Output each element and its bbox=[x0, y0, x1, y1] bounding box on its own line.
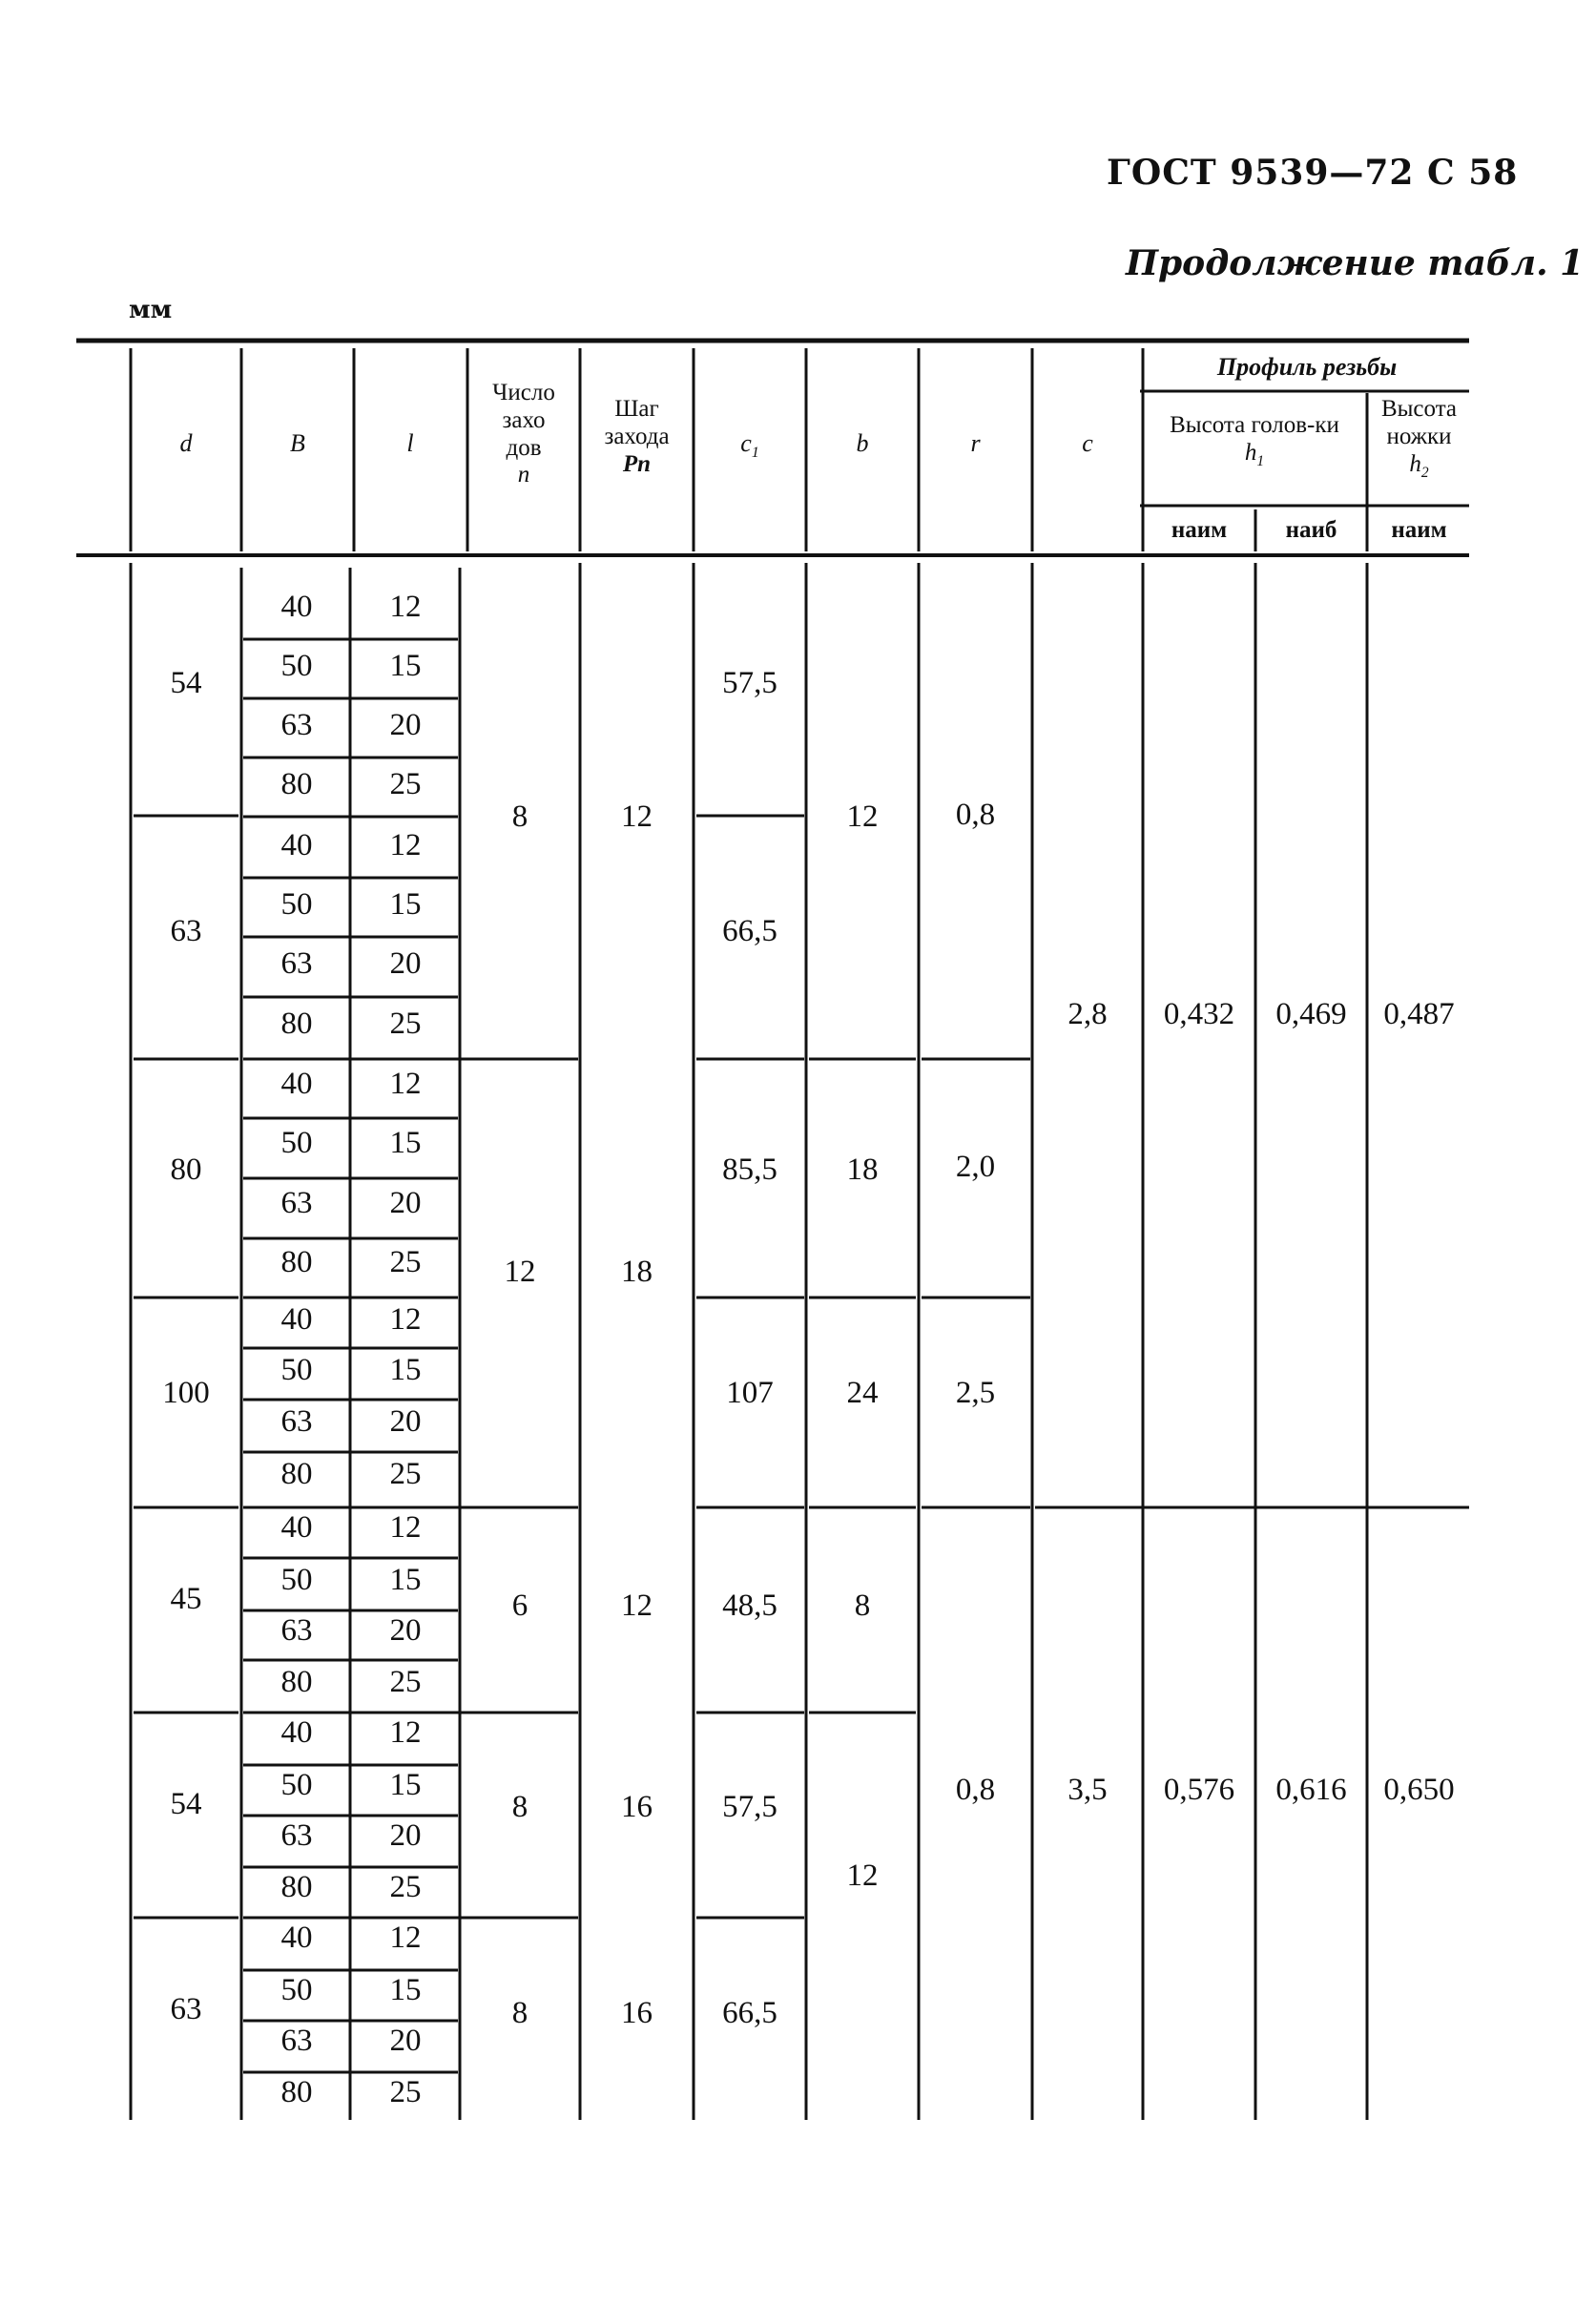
B-value: 80 bbox=[280, 2075, 313, 2109]
col-header-h1-label: Высота голов-ки bbox=[1170, 412, 1339, 438]
B-value: 40 bbox=[280, 1067, 313, 1101]
B-value: 40 bbox=[280, 828, 313, 862]
B-value: 80 bbox=[280, 767, 313, 801]
n-value: 12 bbox=[504, 1255, 536, 1289]
l-value: 25 bbox=[389, 2075, 422, 2109]
h1-min-value: 0,576 bbox=[1163, 1773, 1235, 1807]
d-value: 63 bbox=[170, 1992, 202, 2026]
col-header-n bbox=[470, 380, 577, 489]
l-value: 15 bbox=[389, 1563, 422, 1597]
col-header-h1 bbox=[1145, 412, 1364, 470]
B-value: 63 bbox=[280, 2024, 313, 2058]
h2-min-value: 0,650 bbox=[1383, 1773, 1455, 1807]
r-value: 0,8 bbox=[955, 798, 996, 832]
B-value: 63 bbox=[280, 946, 313, 981]
l-value: 12 bbox=[389, 1067, 422, 1101]
l-value: 25 bbox=[389, 1007, 422, 1041]
B-value: 50 bbox=[280, 887, 313, 922]
B-value: 50 bbox=[280, 1353, 313, 1387]
h1-max-value: 0,469 bbox=[1275, 997, 1347, 1031]
col-header-h2-index: 2 bbox=[1420, 464, 1429, 481]
col-header-c1-symbol: c bbox=[740, 429, 752, 457]
B-value: 50 bbox=[280, 1973, 313, 2007]
B-value: 40 bbox=[280, 590, 313, 624]
col-header-r: r bbox=[970, 429, 981, 457]
col-header-h1-letter: h bbox=[1244, 439, 1257, 466]
d-value: 80 bbox=[170, 1152, 202, 1187]
c1-value: 107 bbox=[726, 1376, 774, 1410]
B-value: 80 bbox=[280, 1457, 313, 1491]
col-header-h1-symbol bbox=[1145, 440, 1364, 470]
d-value: 54 bbox=[170, 666, 202, 700]
l-value: 20 bbox=[389, 1613, 422, 1648]
document-code: ГОСТ 9539—72 С 58 bbox=[1107, 153, 1519, 193]
l-value: 15 bbox=[389, 649, 422, 683]
b-value: 12 bbox=[846, 1859, 879, 1893]
B-value: 40 bbox=[280, 1715, 313, 1750]
pitch-value: 12 bbox=[621, 1589, 653, 1623]
d-value: 45 bbox=[170, 1582, 202, 1616]
l-value: 12 bbox=[389, 1921, 422, 1955]
col-header-h2-label: Высота ножки bbox=[1380, 396, 1458, 449]
col-header-h1-index: 1 bbox=[1256, 452, 1265, 469]
col-header-p-symbol: Pn bbox=[622, 450, 652, 477]
col-header-b: b bbox=[856, 429, 869, 457]
col-header-p-label: Шаг захода bbox=[604, 396, 670, 449]
c1-value: 57,5 bbox=[722, 1790, 777, 1824]
l-value: 12 bbox=[389, 1510, 422, 1545]
B-value: 40 bbox=[280, 1921, 313, 1955]
l-value: 25 bbox=[389, 767, 422, 801]
B-value: 40 bbox=[280, 1510, 313, 1545]
col-header-n-symbol: n bbox=[517, 462, 530, 488]
l-value: 15 bbox=[389, 1126, 422, 1160]
pitch-value: 16 bbox=[621, 1790, 653, 1824]
B-value: 50 bbox=[280, 1563, 313, 1597]
b-value: 24 bbox=[846, 1376, 879, 1410]
B-value: 63 bbox=[280, 1404, 313, 1439]
B-value: 50 bbox=[280, 1768, 313, 1802]
r-value: 2,5 bbox=[955, 1376, 996, 1410]
l-value: 20 bbox=[389, 2024, 422, 2058]
B-value: 80 bbox=[280, 1870, 313, 1904]
l-value: 12 bbox=[389, 828, 422, 862]
c1-value: 57,5 bbox=[722, 666, 777, 700]
B-value: 63 bbox=[280, 708, 313, 742]
col-header-l: l bbox=[406, 429, 414, 457]
col-header-h2-letter: h bbox=[1409, 450, 1421, 477]
col-header-B: B bbox=[290, 429, 305, 457]
c1-value: 48,5 bbox=[722, 1589, 777, 1623]
c1-value: 66,5 bbox=[722, 1996, 777, 2030]
c1-value: 66,5 bbox=[722, 914, 777, 948]
l-value: 12 bbox=[389, 590, 422, 624]
B-value: 80 bbox=[280, 1245, 313, 1279]
table-continuation-caption: Продолжение табл. 1 bbox=[1126, 243, 1585, 283]
b-value: 8 bbox=[854, 1589, 871, 1623]
l-value: 12 bbox=[389, 1715, 422, 1750]
col-header-d: d bbox=[179, 429, 193, 457]
pitch-value: 12 bbox=[621, 799, 653, 834]
col-header-h1-max: наиб bbox=[1285, 517, 1337, 543]
B-value: 63 bbox=[280, 1613, 313, 1648]
B-value: 50 bbox=[280, 1126, 313, 1160]
l-value: 25 bbox=[389, 1870, 422, 1904]
n-value: 8 bbox=[511, 1790, 529, 1824]
l-value: 20 bbox=[389, 1818, 422, 1853]
n-value: 8 bbox=[511, 799, 529, 834]
col-header-thread-profile: Профиль резьбы bbox=[1216, 353, 1398, 381]
r-value: 0,8 bbox=[955, 1773, 996, 1807]
pitch-value: 18 bbox=[621, 1255, 653, 1289]
b-value: 18 bbox=[846, 1152, 879, 1187]
B-value: 80 bbox=[280, 1665, 313, 1699]
l-value: 20 bbox=[389, 1186, 422, 1220]
d-value: 63 bbox=[170, 914, 202, 948]
d-value: 54 bbox=[170, 1787, 202, 1821]
B-value: 50 bbox=[280, 649, 313, 683]
B-value: 80 bbox=[280, 1007, 313, 1041]
h2-min-value: 0,487 bbox=[1383, 997, 1455, 1031]
h1-min-value: 0,432 bbox=[1163, 997, 1235, 1031]
h1-max-value: 0,616 bbox=[1275, 1773, 1347, 1807]
col-header-h1-min: наим bbox=[1171, 517, 1228, 543]
d-value: 100 bbox=[162, 1376, 210, 1410]
l-value: 15 bbox=[389, 1768, 422, 1802]
l-value: 15 bbox=[389, 887, 422, 922]
r-value: 2,0 bbox=[955, 1150, 996, 1184]
l-value: 25 bbox=[389, 1457, 422, 1491]
l-value: 20 bbox=[389, 1404, 422, 1439]
n-value: 6 bbox=[511, 1589, 529, 1623]
l-value: 15 bbox=[389, 1973, 422, 2007]
l-value: 25 bbox=[389, 1245, 422, 1279]
B-value: 63 bbox=[280, 1186, 313, 1220]
l-value: 25 bbox=[389, 1665, 422, 1699]
l-value: 12 bbox=[389, 1302, 422, 1337]
l-value: 20 bbox=[389, 946, 422, 981]
l-value: 15 bbox=[389, 1353, 422, 1387]
c-value: 3,5 bbox=[1067, 1773, 1108, 1807]
b-value: 12 bbox=[846, 799, 879, 834]
c1-value: 85,5 bbox=[722, 1152, 777, 1187]
col-header-p bbox=[583, 396, 691, 478]
col-header-c: c bbox=[1082, 429, 1093, 457]
col-header-c1-index: 1 bbox=[751, 445, 759, 462]
c-value: 2,8 bbox=[1067, 997, 1108, 1031]
col-header-h2 bbox=[1369, 396, 1469, 481]
l-value: 20 bbox=[389, 708, 422, 742]
n-value: 8 bbox=[511, 1996, 529, 2030]
units-label: мм bbox=[129, 296, 173, 324]
col-header-n-label: Число захо дов bbox=[492, 380, 555, 461]
pitch-value: 16 bbox=[621, 1996, 653, 2030]
col-header-c1 bbox=[696, 429, 803, 463]
B-value: 40 bbox=[280, 1302, 313, 1337]
col-header-h2-min: наим bbox=[1391, 517, 1447, 543]
col-header-h2-symbol bbox=[1369, 451, 1469, 482]
B-value: 63 bbox=[280, 1818, 313, 1853]
